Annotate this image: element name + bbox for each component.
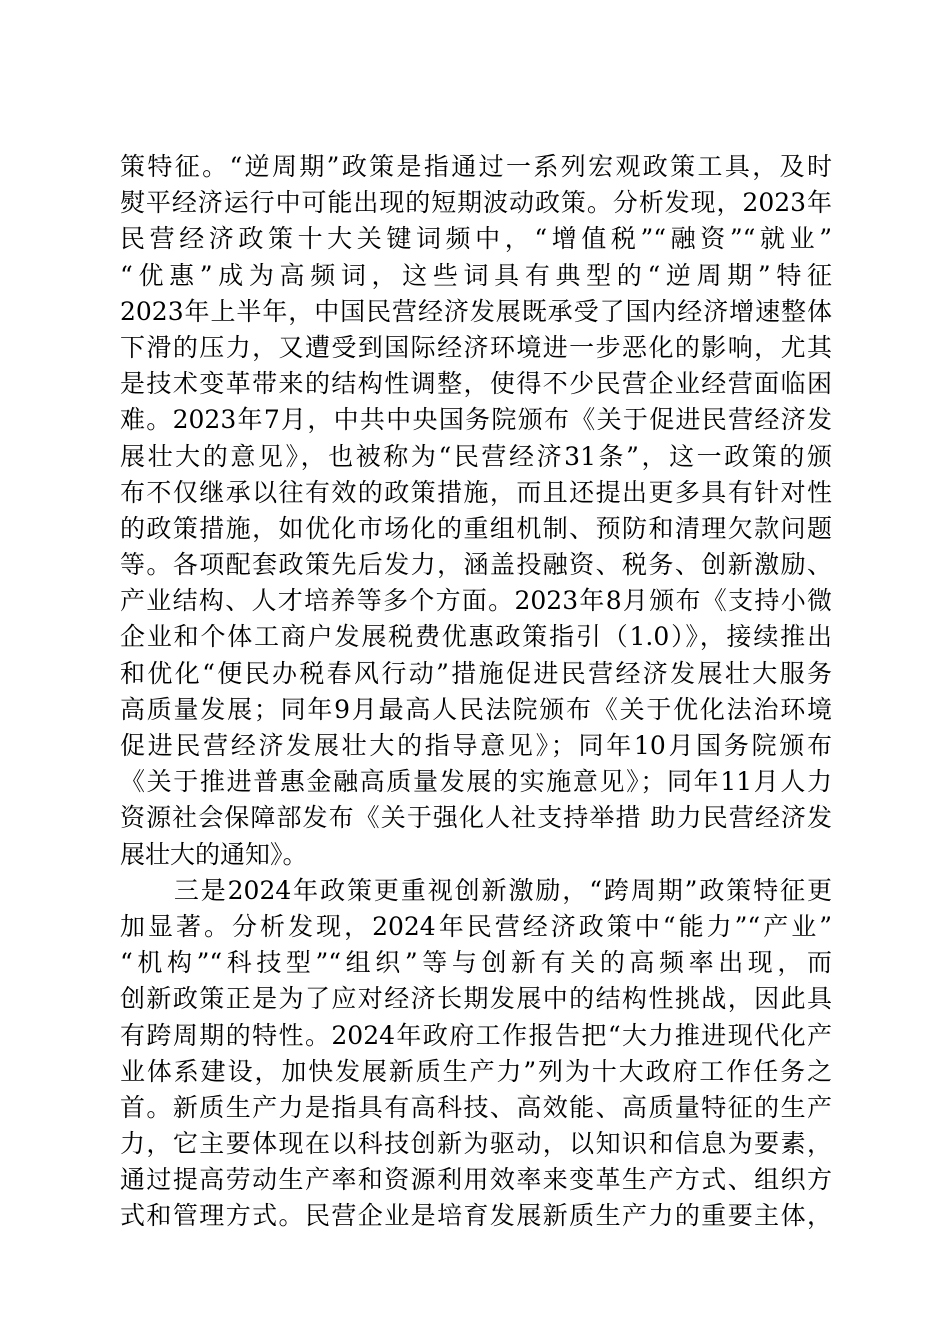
text-line: 首。新质生产力是指具有高科技、高效能、高质量特征的生产 [120, 1092, 832, 1122]
text-line: 力，它主要体现在以科技创新为驱动，以知识和信息为要素， [120, 1129, 832, 1159]
text-line: 是技术变革带来的结构性调整，使得不少民营企业经营面临困 [120, 369, 832, 399]
text-line: 企业和个体工商户发展税费优惠政策指引（1.0）》，接续推出 [120, 622, 832, 652]
text-line: 资源社会保障部发布《关于强化人社支持举措 助力民营经济发 [120, 803, 832, 833]
text-line: 和优化“便民办税春风行动”措施促进民营经济发展壮大服务 [120, 658, 832, 688]
text-line: 式和管理方式。民营企业是培育发展新质生产力的重要主体， [120, 1201, 832, 1231]
text-line: 产业结构、人才培养等多个方面。2023年8月颁布《支持小微 [120, 586, 832, 616]
text-line: 下滑的压力，又遭受到国际经济环境进一步恶化的影响，尤其 [120, 332, 832, 362]
text-line: “优惠”成为高频词，这些词具有典型的“逆周期”特征 [120, 260, 832, 290]
text-line: 高质量发展；同年9月最高人民法院颁布《关于优化法治环境 [120, 694, 832, 724]
text-line: 等。各项配套政策先后发力，涵盖投融资、税务、创新激励、 [120, 550, 832, 580]
text-line: 策特征。“逆周期”政策是指通过一系列宏观政策工具，及时 [120, 152, 832, 181]
text-line: 展壮大的意见》，也被称为“民营经济31条”，这一政策的颁 [120, 441, 832, 471]
text-line: 熨平经济运行中可能出现的短期波动政策。分析发现，2023年 [120, 188, 832, 218]
text-line: 业体系建设，加快发展新质生产力”列为十大政府工作任务之 [120, 1056, 832, 1086]
text-line: 布不仅继承以往有效的政策措施，而且还提出更多具有针对性 [120, 477, 832, 507]
text-line: 民营经济政策十大关键词频中，“增值税”“融资”“就业” [120, 224, 832, 254]
text-line: 的政策措施，如优化市场化的重组机制、预防和清理欠款问题 [120, 513, 832, 543]
text-line: 难。2023年7月，中共中央国务院颁布《关于促进民营经济发 [120, 405, 832, 435]
text-line: 有跨周期的特性。2024年政府工作报告把“大力推进现代化产 [120, 1020, 832, 1050]
text-line: “机构”“科技型”“组织”等与创新有关的高频率出现，而 [120, 948, 832, 978]
text-line: 促进民营经济发展壮大的指导意见》；同年10月国务院颁布 [120, 731, 832, 760]
text-line: 2023年上半年，中国民营经济发展既承受了国内经济增速整体 [120, 296, 832, 326]
text-line: 通过提高劳动生产率和资源利用效率来变革生产方式、组织方 [120, 1165, 832, 1195]
paragraph-start-line: 三是2024年政策更重视创新激励，“跨周期”政策特征更 [120, 875, 832, 905]
paragraph-end-line: 展壮大的通知》。 [120, 839, 308, 869]
text-line: 创新政策正是为了应对经济长期发展中的结构性挑战，因此具 [120, 984, 832, 1014]
text-line: 《关于推进普惠金融高质量发展的实施意见》；同年11月人力 [120, 767, 832, 797]
body-text [120, 149, 832, 1235]
text-line: 加显著。分析发现，2024年民营经济政策中“能力”“产业” [120, 911, 832, 941]
